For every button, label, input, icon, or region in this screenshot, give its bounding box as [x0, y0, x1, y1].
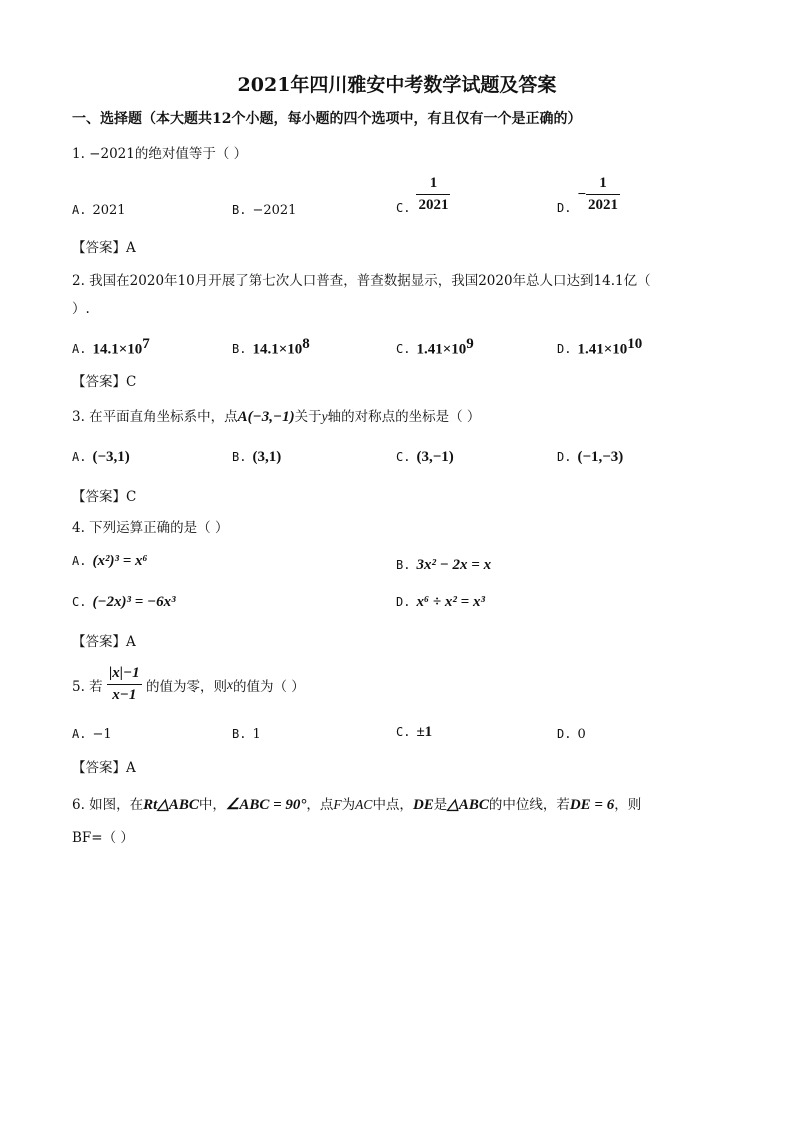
q3-answer-value: C	[126, 489, 137, 505]
q1-d-sign: −	[577, 186, 587, 203]
q4-option-b: B. 3x² − 2x = x	[396, 557, 492, 573]
q3-option-b: B. (3,1)	[232, 449, 282, 465]
q6-t7: ，则	[614, 797, 642, 813]
q6-triangle: Rt△ABC	[143, 797, 199, 813]
q3-option-b-value: (3,1)	[252, 449, 282, 465]
answer-label: 【答案】	[72, 374, 126, 390]
answer-label: 【答案】	[72, 760, 126, 776]
q3-point: A(−3,−1)	[237, 409, 295, 425]
q1-d-denominator: 2021	[588, 197, 619, 214]
answer-label: 【答案】	[72, 240, 126, 256]
q1-option-a-value: 2021	[92, 203, 126, 218]
q5-option-d: D. 0	[557, 727, 586, 742]
q3-option-a: A. (−3,1)	[72, 449, 130, 465]
q5-answer	[72, 756, 136, 776]
q5-option-a: A. −1	[72, 727, 112, 742]
page-title: 2021年四川雅安中考数学试题及答案	[237, 74, 557, 96]
q3-option-d: D. (−1,−3)	[557, 449, 624, 465]
q5-option-c-value: ±1	[416, 724, 433, 740]
q5-option-b: B. 1	[232, 727, 261, 742]
q5-answer-value: A	[126, 760, 136, 776]
q2-option-c: C. $1.41\times 10^9$	[396, 336, 474, 358]
q2-option-a: A. $14.1\times 10^7$	[72, 336, 150, 358]
q5-option-c: C. ±1	[396, 724, 433, 740]
q3-axis: y	[321, 409, 328, 424]
q1-c-denominator: 2021	[418, 197, 449, 214]
q4-option-a: A. (x²)³ = x⁶	[72, 553, 148, 569]
q1-c-numerator: 1	[429, 175, 438, 191]
q6-de: DE	[412, 797, 434, 813]
q2-d-exponent: 10	[627, 336, 643, 352]
question-2-line1: 2. 我国在2020年10月开展了第七次人口普查，普查数据显示，我国2020年总人口达到14.1亿（	[72, 273, 651, 289]
q2-answer	[72, 370, 136, 390]
q1-d-numerator: 1	[599, 175, 607, 191]
q2-c-exponent: 9	[466, 336, 474, 352]
q5-option-d-value: 0	[577, 727, 586, 742]
q2-a-exponent: 7	[142, 336, 150, 352]
q5-numerator: |x|−1	[108, 665, 140, 681]
q4-answer-value: A	[126, 634, 136, 650]
answer-label: 【答案】	[72, 634, 126, 650]
q1-option-c: C. $\frac{1}{2021}$	[396, 175, 449, 216]
q6-point-f: F	[333, 797, 342, 812]
q6-t4: 中点，	[372, 797, 413, 813]
q6-de-value: DE = 6	[569, 797, 615, 813]
q6-t3: 为	[341, 797, 356, 813]
q5-option-a-value: −1	[92, 727, 112, 742]
q3-option-d-value: (−1,−3)	[577, 449, 624, 465]
q4-option-d: D. x⁶ ÷ x² = x³	[396, 594, 485, 610]
q5-denominator: x−1	[112, 687, 137, 704]
q3-answer	[72, 485, 136, 505]
q5-pre: 5. 若	[72, 678, 103, 695]
q4-answer	[72, 630, 136, 650]
q6-pre: 6. 如图，在	[72, 797, 144, 813]
q1-option-b-value: −2021	[252, 203, 297, 218]
q6-triangle-2: △ABC	[447, 797, 489, 813]
q1-option-d-fraction	[586, 175, 620, 215]
q1-option-a: A. 2021	[72, 203, 126, 218]
q5-var: x	[226, 676, 233, 692]
q6-angle: ∠ABC = 90°	[225, 797, 307, 813]
q6-t5: 是	[433, 797, 448, 813]
q6-t6: 的中位线，若	[488, 797, 570, 813]
question-4-text: 4. 下列运算正确的是（ ）	[72, 520, 229, 536]
q4-option-b-value: 3x² − 2x = x	[416, 557, 492, 573]
section-heading: 一、选择题（本大题共12个小题，每小题的四个选项中，有且仅有一个是正确的）	[72, 111, 582, 127]
question-3-text	[72, 405, 480, 426]
q4-option-d-value: x⁶ ÷ x² = x³	[416, 594, 485, 610]
q5-option-b-value: 1	[252, 727, 261, 742]
q2-option-d: D. $1.41\times 10^{10}$	[557, 336, 643, 358]
q2-b-base: 14.1×10	[252, 341, 303, 358]
q6-ac: AC	[355, 797, 373, 812]
q6-t2: ，点	[306, 797, 334, 813]
q1-answer	[72, 236, 136, 256]
question-6-line1	[72, 793, 641, 814]
question-6-line2: BF=（ ）	[72, 830, 134, 846]
q3-option-c: C. (3,−1)	[396, 449, 454, 465]
q2-answer-value: C	[126, 374, 137, 390]
q2-option-b: B. $14.1\times 10^8$	[232, 336, 310, 358]
q6-t1: 中，	[198, 797, 226, 813]
q4-option-c-value: (−2x)³ = −6x³	[92, 594, 176, 610]
question-5-text	[72, 665, 305, 705]
q3-pre: 3. 在平面直角坐标系中，点	[72, 409, 238, 425]
q2-b-exponent: 8	[302, 336, 310, 352]
q2-c-base: 1.41×10	[416, 341, 467, 358]
q3-post: 轴的对称点的坐标是（ ）	[327, 409, 481, 425]
q4-option-c: C. (−2x)³ = −6x³	[72, 594, 176, 610]
q1-option-d: D.− $\frac{1}{2021}$	[557, 175, 619, 216]
q5-fraction	[107, 665, 142, 705]
q1-answer-value: A	[126, 240, 136, 256]
q4-option-a-value: (x²)³ = x⁶	[92, 553, 148, 569]
q3-option-a-value: (−3,1)	[92, 449, 130, 465]
q1-option-b: B. −2021	[232, 203, 297, 218]
q2-a-base: 14.1×10	[92, 341, 143, 358]
q1-option-c-fraction	[416, 175, 450, 215]
q3-option-c-value: (3,−1)	[416, 449, 454, 465]
question-1-text: 1. −2021的绝对值等于（ ）	[72, 146, 248, 162]
q3-mid: 关于	[294, 409, 322, 425]
q2-d-base: 1.41×10	[577, 341, 628, 358]
q5-mid: 的值为零，则	[145, 678, 227, 695]
answer-label: 【答案】	[72, 489, 126, 505]
question-2-line2: ）.	[72, 301, 90, 317]
q5-post: 的值为（ ）	[232, 678, 305, 695]
